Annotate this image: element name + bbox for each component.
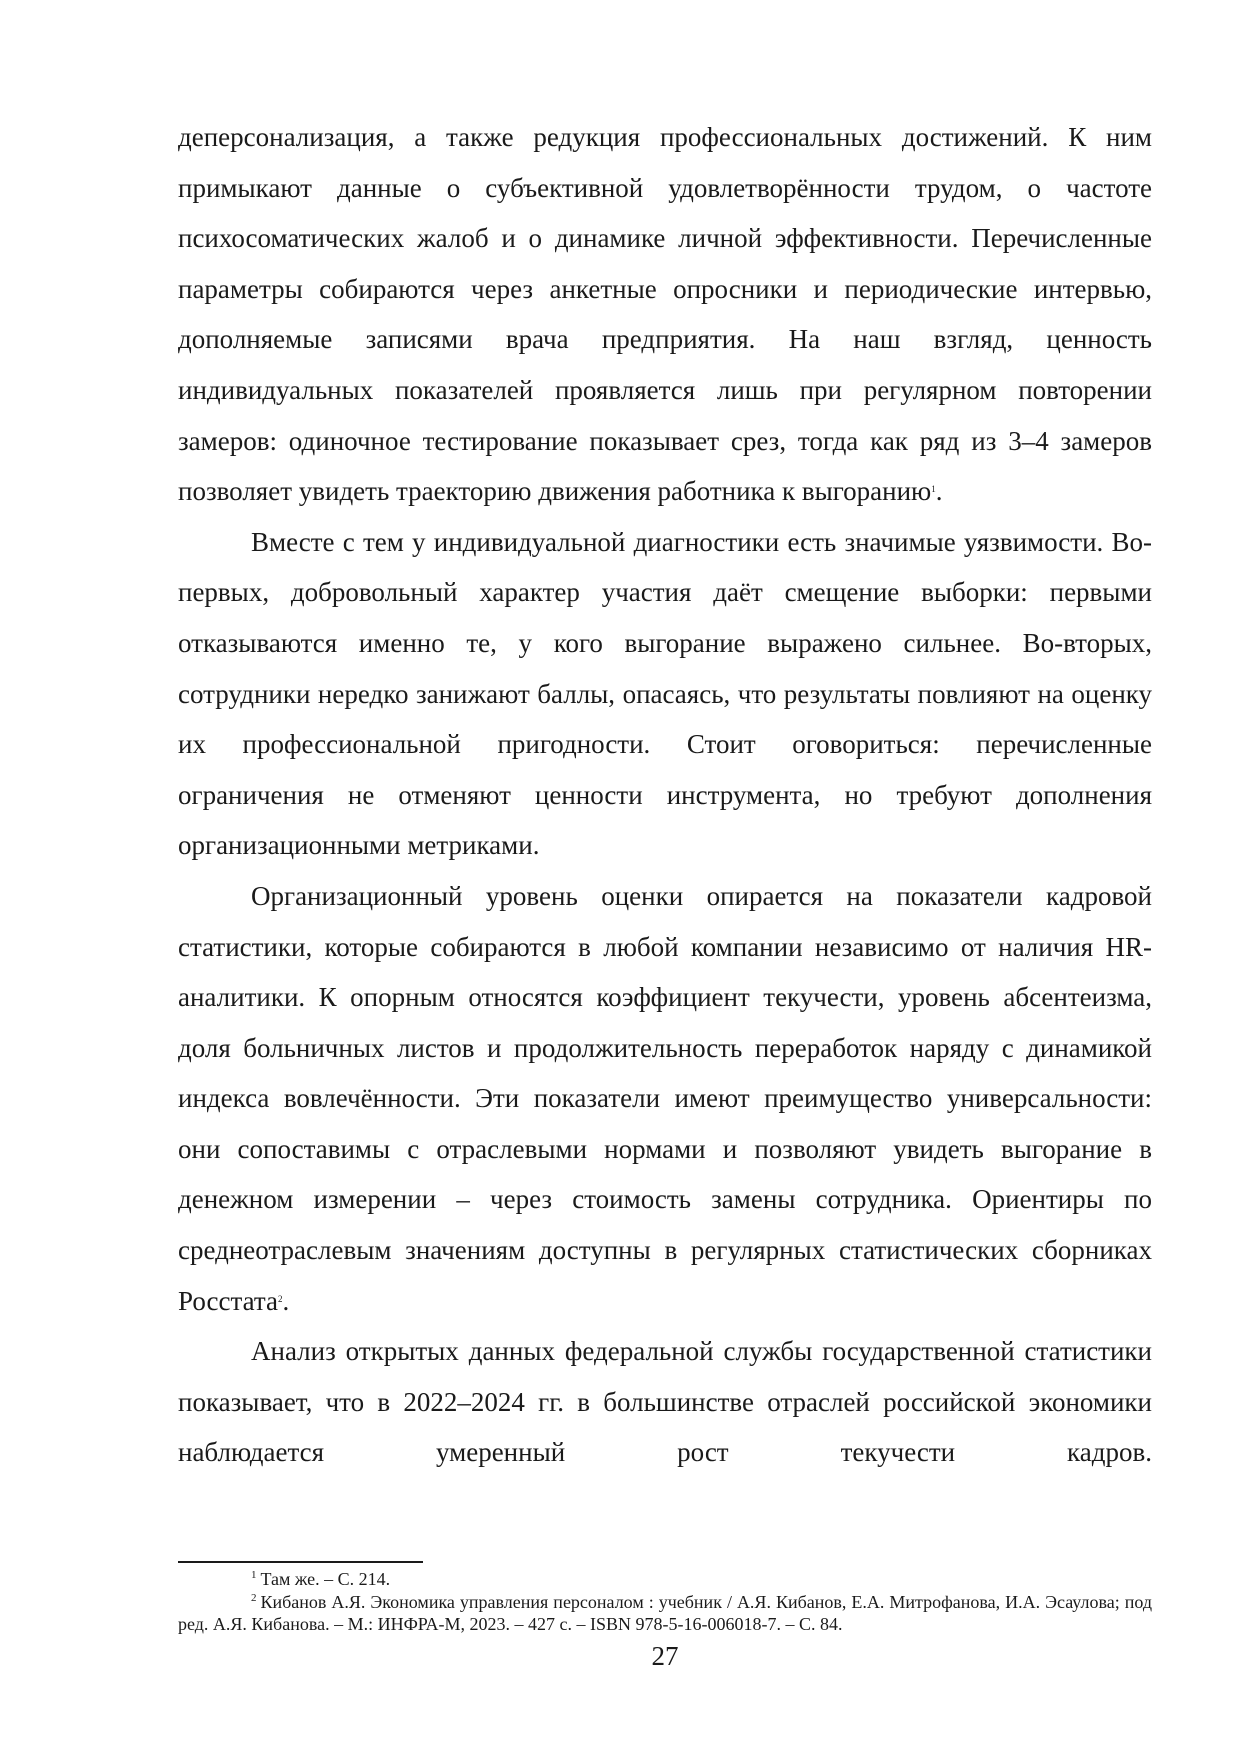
page-number: 27 (651, 1641, 679, 1671)
paragraph-3-end: . (282, 1285, 290, 1316)
paragraph-2: Вместе с тем у индивидуальной диагностики есть значимые уязвимости. Во-первых, добровольный характер участия даёт смещение выборки: первыми отказываются именно те, у кого выгорание выражено сильнее. Во-вторых, сотрудники нередко занижают баллы, опасаясь, что результаты повлияют на оценку их профессиональной пригодности. Стоит оговориться: перечисленные ограничения не отменяют ценности инструмента, но требуют дополнения организационными метриками. (178, 526, 1152, 861)
footnote-separator (178, 1561, 423, 1563)
paragraph-3-text: Организационный уровень оценки опирается на показатели кадровой статистики, которые собираются в любой компании независимо от наличия HR-аналитики. К опорным относятся коэффициент текучести, уровень абсентеизма, доля больничных листов и продолжительность переработок наряду с динамикой индекса вовлечённости. Эти показатели имеют преимущество универсальности: они сопоставимы с отраслевыми нормами и позволяют увидеть выгорание в денежном измерении – через стоимость замены сотрудника. Ориентиры по среднеотраслевым значениям доступны в регулярных статистических сборниках Росстата (178, 880, 1152, 1316)
footnote-2 (178, 1591, 1152, 1636)
footnote-ref-1: 1 (931, 484, 936, 495)
footnote-2-text: Кибанов А.Я. Экономика управления персоналом : учебник / А.Я. Кибанов, Е.А. Митрофанова, И.А. Эсаулова; под ред. А.Я. Кибанова. – М.: ИНФРА-М, 2023. – 427 с. – ISBN 978-5-16-006018-7. – С. 84. (178, 1591, 1152, 1634)
paragraph-1-text: деперсонализация, а также редукция профессиональных достижений. К ним примыкают данные о субъективной удовлетворённости трудом, о частоте психосоматических жалоб и о динамике личной эффективности. Перечисленные параметры собираются через анкетные опросники и периодические интервью, дополняемые записями врача предприятия. На наш взгляд, ценность индивидуальных показателей проявляется лишь при регулярном повторении замеров: одиночное тестирование показывает срез, тогда как ряд из 3–4 замеров позволяет увидеть траекторию движения работника к выгоранию (178, 122, 1152, 507)
paragraph-1-end: . (935, 476, 943, 507)
paragraph-4: Анализ открытых данных федеральной службы государственной статистики показывает, что в 2022–2024 гг. в большинстве отраслей российской экономики наблюдается умеренный рост текучести кадров. (178, 1336, 1152, 1468)
footnote-1-number: 1 (251, 1569, 257, 1582)
footnote-ref-2: 2 (278, 1293, 283, 1304)
main-text (178, 112, 1152, 1478)
footnote-1 (178, 1568, 1152, 1591)
paragraph-1 (178, 112, 1152, 517)
footnote-2-number: 2 (251, 1591, 257, 1604)
footnote-1-text: Там же. – С. 214. (260, 1569, 391, 1589)
paragraph-3 (178, 871, 1152, 1326)
footnotes (178, 1568, 1152, 1636)
